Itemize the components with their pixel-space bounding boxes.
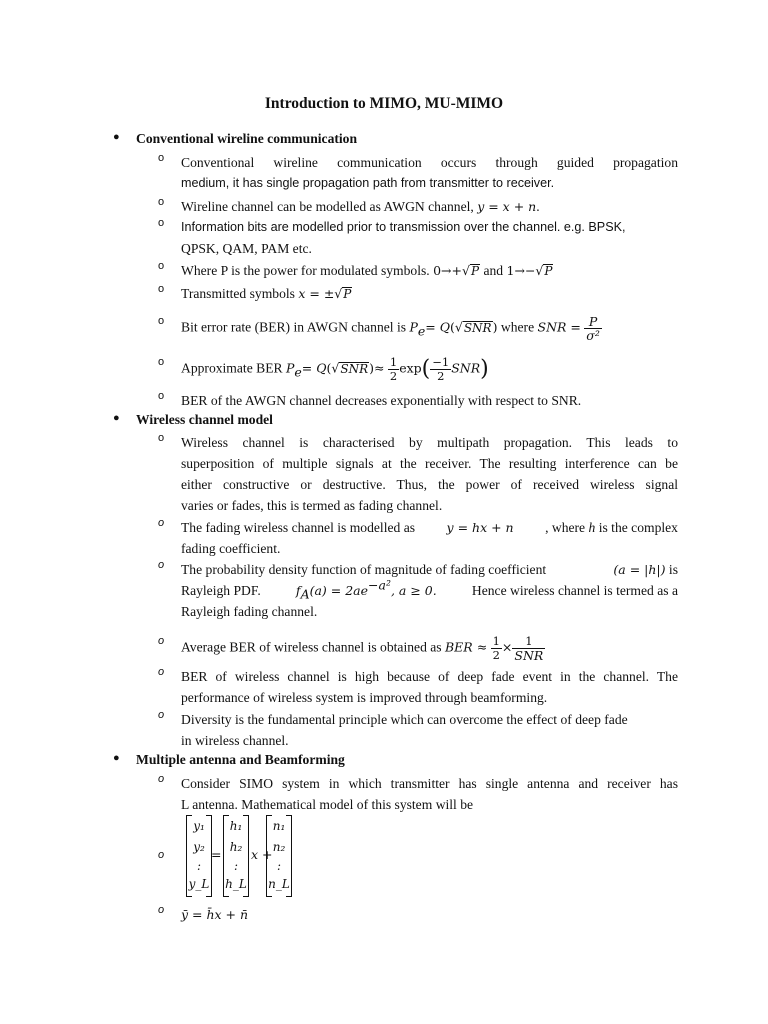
circle-bullet-icon: o (158, 217, 165, 229)
bullet-icon: ● (113, 412, 120, 424)
circle-bullet-icon: o (158, 635, 165, 647)
circle-bullet-icon: o (158, 260, 165, 272)
circle-bullet-icon: o (158, 904, 165, 916)
circle-bullet-icon: o (158, 517, 165, 529)
matrix-y: y₁ y₂ : y_L (186, 815, 212, 897)
fraction: $\frac{P}{\text{σ²}}$ (586, 314, 600, 343)
fraction: $\frac{1}{2}$ (492, 634, 500, 662)
circle-bullet-icon: o (158, 315, 165, 327)
vector-equation: ȳ = h̄x + n̄ (181, 907, 249, 922)
fraction: $\frac{1}{2}$ (389, 355, 398, 383)
page-title: Introduction to MIMO, MU-MIMO (264, 95, 504, 112)
fraction: $\frac{-1}{2}$ (432, 355, 450, 383)
circle-bullet-icon: o (158, 390, 165, 402)
arrow-icon: → (441, 263, 452, 278)
circle-bullet-icon: o (158, 283, 165, 295)
circle-bullet-icon: o (158, 152, 165, 164)
circle-bullet-icon: o (158, 773, 165, 785)
matrix-h: h₁ h₂ : h_L (223, 815, 249, 897)
matrix-equation: o y₁ y₂ : y_L = h₁ h₂ : h_L x + n₁ n₂ : n_L (158, 815, 458, 897)
circle-bullet-icon: o (158, 356, 165, 368)
arrow-icon: → (514, 263, 525, 278)
circle-bullet-icon: o (158, 709, 165, 721)
circle-bullet-icon: o (158, 559, 165, 571)
circle-bullet-icon: o (158, 666, 165, 678)
bullet-icon: ● (113, 131, 120, 143)
matrix-n: n₁ n₂ : n_L (266, 815, 292, 897)
fraction: $\frac{1}{\text{SNR}}$ (514, 634, 544, 663)
bullet-icon: ● (113, 752, 120, 764)
circle-bullet-icon: o (158, 849, 165, 861)
circle-bullet-icon: o (158, 432, 165, 444)
circle-bullet-icon: o (158, 196, 165, 208)
document-page: Introduction to MIMO, MU-MIMO ● Conventional wireline communication o Conventional wireline communication occurs through guided propagation medium, it has single propagation path from transmitter to receiver. o Wireline channel can be modelled as AWGN channel, y = x + n. o Information bits are modelled prior to transmission over the channel. e.g. BPSK, QPSK, QAM, PAM etc. o Where P is the power for modulated symbols. 0→+√P and 1→−√P o Transmitted symbols x = ±√P o Bit error rate (BER) in AWGN channel is $P_e= Q(√SNR)$ where SNR = $\frac{P}{\text{σ²}}$ o Approximate BER $P_e= Q(√SNR)\approx$ $\frac{1}{2}$ exp( $\frac{-1}{2}$ SNR) o BER of the AWGN channel decreases exponentially with respect to SNR. ● Wireless channel model o Wireless channel is characterised by multipath propagation. This leads to superposition of multiple signals at the receiver. The resulting interference can be either constructive or destructive. Thus, the power of received wireless signal varies or fades, this is termed as fading channel. o The fading wireless channel is modelled as y = hx + n , where h is the complex fading coefficient. o The probability density function of magnitude of fading coefficient (a = |h|) is Rayleigh PDF. $f_A(a) = 2ae^{-a^2}$, a ≥ 0. Hence wireless channel is termed as a Rayleigh fading channel. o Average BER of wireless channel is obtained as BER ≈ $\frac{1}{2}$ × $\frac{1}{\text{SNR}}$ o BER of wireless channel is high because of deep fade event in the channel. The performance of wireless system is improved through beamforming. o Diversity is the fundamental principle which can overcome the effect of deep fade in wireless channel. ● Multiple antenna and Beamforming o Consider SIMO system in which transmitter has single antenna and receiver has L antenna. Mathematical model of this system will be o y₁ y₂ : y_L = h₁ h₂ : h_L x + n₁ n₂ : n_L o ȳ = h̄x + n̄ (0, 0, 768, 1024)
equation: y = x + n (477, 199, 537, 214)
